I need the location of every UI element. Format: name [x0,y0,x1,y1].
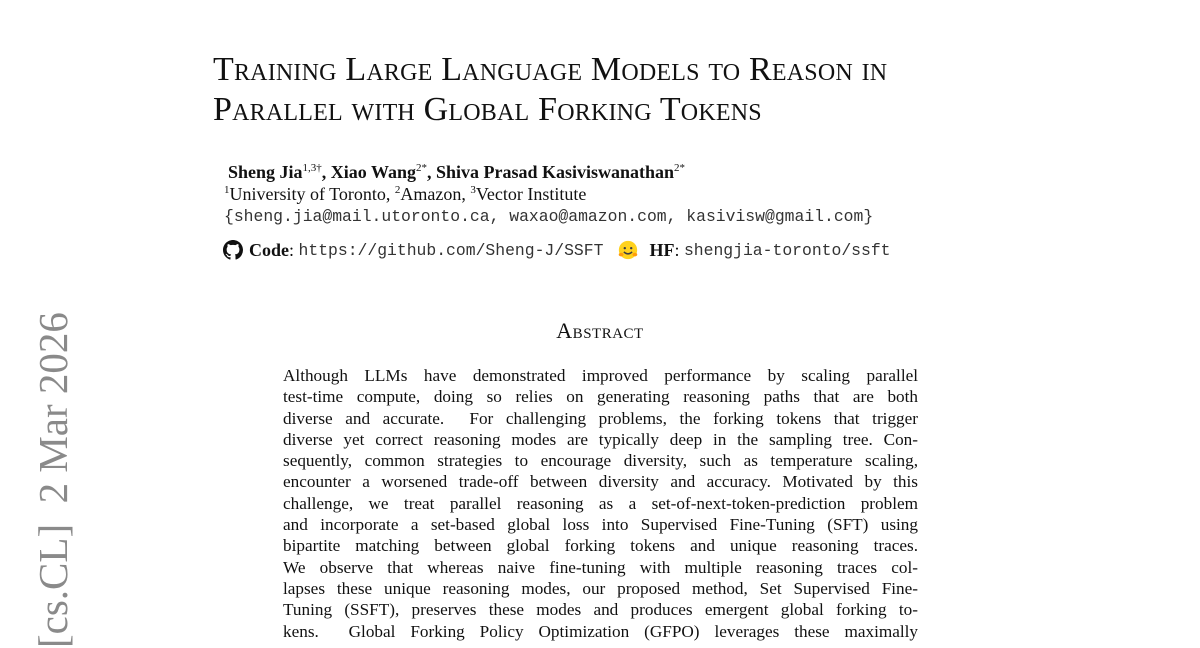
author-name: Xiao Wang [330,162,416,182]
author-name: Sheng Jia [228,162,303,182]
resource-links: Code : https://github.com/Sheng-J/SSFT HF : shengjia-toronto/ssft [223,239,891,261]
title-line-1: Training Large Language Models to Reason in [213,51,888,88]
author-sup: 2* [674,162,686,174]
abstract-line: diverse and accurate. For challenging problems, the forking tokens that trigger [283,408,918,428]
paper-title [213,50,1113,130]
abstract-line: challenge, we treat parallel reasoning as a set-of-next-token-prediction problem [283,493,918,513]
author-emails: {sheng.jia@mail.utoronto.ca, waxao@amazon.com, kasivisw@gmail.com} [224,207,874,226]
abstract-line: diverse yet correct reasoning modes are typically deep in the sampling tree. Con- [283,429,918,449]
abstract-line: kens. Global Forking Policy Optimization (GFPO) leverages these maximally [283,621,918,641]
author-sup: 2* [415,162,427,174]
github-icon [223,240,243,260]
affiliations: $^1$University of Toronto, $^2$Amazon, $^3$Vector Institute [224,184,587,204]
arxiv-stamp: [cs.CL] 2 Mar 2026 [30,312,76,648]
abstract-line: bipartite matching between global forking tokens and unique reasoning traces. [283,536,918,556]
abstract-line: sequently, common strategies to encourage diversity, such as temperature scaling, [283,451,918,471]
abstract-line: We observe that whereas naive fine-tuning with multiple reasoning traces col- [283,557,918,577]
author-list: Sheng Jia$^{1,3\dagger}$, Xiao Wang$^{2*}$, Shiva Prasad Kasiviswanathan$^{2*}$ [228,162,686,182]
abstract-line: lapses these unique reasoning modes, our proposed method, Set Supervised Fine- [283,578,918,598]
affil-sup: 3 [470,184,476,196]
hugging-face-icon [617,239,639,261]
affil-name: University of Toronto [229,184,386,204]
hf-link[interactable]: shengjia-toronto/ssft [683,240,891,260]
author-name: Shiva Prasad Kasiviswanathan [435,162,675,182]
abstract-line: encounter a worsened trade-off between diversity and accuracy. Motivated by this [283,472,918,492]
abstract-line: Tuning (SSFT), preserves these modes and produces emergent global forking to- [283,600,918,620]
abstract-line: test-time compute, doing so relies on generating reasoning paths that are both [283,387,918,407]
code-link[interactable]: https://github.com/Sheng-J/SSFT [298,240,604,260]
hf-label: HF [649,239,675,260]
affil-name: Amazon [400,184,462,204]
code-label: Code [249,239,289,260]
title-line-2: Parallel with Global Forking Tokens [213,91,762,128]
abstract-body [283,365,918,642]
author-sup: 1,3† [302,162,322,174]
abstract-line: and incorporate a set-based global loss into Supervised Fine-Tuning (SFT) using [283,515,918,535]
abstract-heading: Abstract [556,318,644,343]
affil-sup: 1 [224,184,230,196]
affil-sup: 2 [394,184,401,196]
abstract-line: Although LLMs have demonstrated improved performance by scaling parallel [283,366,918,385]
affil-name: Vector Institute [475,184,587,204]
